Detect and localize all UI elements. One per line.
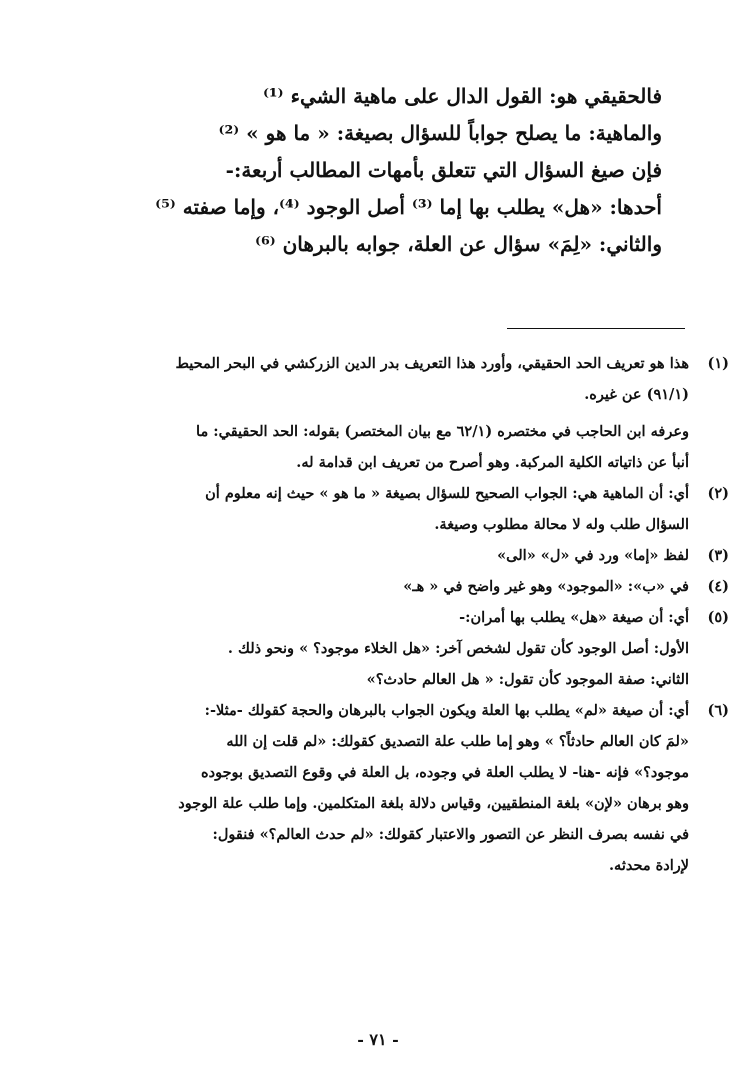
footnote-body [21,478,689,540]
footnote-line: أي: أن الماهية هي: الجواب الصحيح للسؤال بصيغة « ما هو » حيث إنه معلوم أن [205,485,689,502]
footnote-number: (١) [707,355,729,372]
footnote-number: (٥) [707,609,729,626]
footnote-3 [21,540,729,571]
footnote-line: لإرادة محدثه. [609,857,689,874]
main-text-line: أحدها: «هل» يطلب بها إما ⁽³⁾ أصل الوجود ⁽⁴⁾، وإما صفته ⁽⁵⁾ [155,195,662,219]
footnote-line: في «ب»: «الموجود» وهو غير واضح في « هـ» [403,578,689,595]
footnote-2 [21,478,729,540]
footnote-line: السؤال طلب وله لا محالة مطلوب وصيغة. [434,516,689,533]
footnote-number: (٢) [707,485,729,502]
footnote-line: أنبأ عن ذاتياته الكلية المركبة. وهو أصرح من تعريف ابن قدامة له. [296,454,689,471]
footnote-body [21,571,689,602]
footnote-6 [21,695,729,881]
footnote-line: وعرفه ابن الحاجب في مختصره (٦٢/١ مع بيان المختصر) بقوله: الحد الحقيقي: ما [196,423,689,440]
footnote-line: (٩١/١) عن غيره. [584,386,689,403]
footnote-line: لفظ «إما» ورد في «ل» «الى» [497,547,689,564]
footnote-line: أي: أن صيغة «هل» يطلب بها أمران:- [459,609,689,626]
footnote-1 [21,348,729,478]
footnote-line: «لمَ كان العالم حادثاً؟ » وهو إما طلب علة التصديق كقولك: «لم قلت إن الله [226,733,689,750]
main-text-line: والماهية: ما يصلح جواباً للسؤال بصيغة: « ما هو » ⁽²⁾ [218,121,662,145]
footnote-line: الثاني: صفة الموجود كأن تقول: « هل العالم حادث؟» [366,671,689,688]
main-text-line: فالحقيقي هو: القول الدال على ماهية الشيء ⁽¹⁾ [262,84,662,108]
footnote-5 [21,602,729,695]
footnote-number: (٤) [707,578,729,595]
footnote-line: موجود؟» فإنه -هنا- لا يطلب العلة في وجوده، بل العلة في وقوع التصديق بوجوده [201,764,689,781]
main-text-line: والثاني: «لِمَ» سؤال عن العلة، جوابه بالبرهان ⁽⁶⁾ [254,232,662,256]
main-text-block [102,78,662,263]
footnote-body [21,602,689,695]
footnote-4 [21,571,729,602]
footnote-line: في نفسه بصرف النظر عن التصور والاعتبار كقولك: «لم حدث العالم؟» فنقول: [212,826,689,843]
footnote-line: أي: أن صيغة «لم» يطلب بها العلة ويكون الجواب بالبرهان والحجة كقولك -مثلا-: [204,702,689,719]
footnote-body [21,540,689,571]
footnote-line: الأول: أصل الوجود كأن تقول لشخص آخر: «هل الخلاء موجود؟ » ونحو ذلك . [227,640,689,657]
footnote-number: (٦) [707,702,729,719]
page-number: - ٧١ - [357,1030,399,1049]
footnote-separator [507,328,685,329]
footnote-line: هذا هو تعريف الحد الحقيقي، وأورد هذا التعريف بدر الدين الزركشي في البحر المحيط [175,355,689,372]
footnote-body [21,348,689,478]
main-text-line: فإن صيغ السؤال التي تتعلق بأمهات المطالب أربعة:- [225,158,662,182]
footnote-number: (٣) [707,547,729,564]
footnote-line: وهو برهان «لإن» بلغة المنطقيين، وقياس دلالة بلغة المتكلمين. وإما طلب علة الوجود [178,795,689,812]
footnotes-block [21,348,729,881]
footnote-body [21,695,689,881]
